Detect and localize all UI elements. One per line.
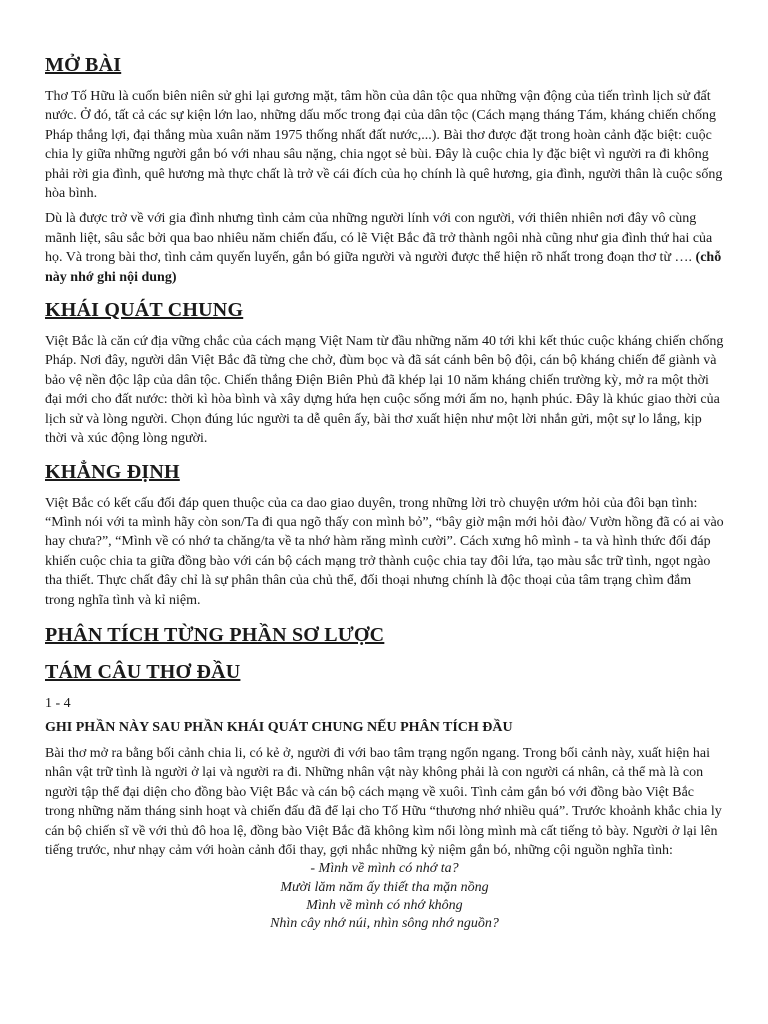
poem-excerpt <box>45 860 724 933</box>
poem-line: Mình về mình có nhớ không <box>306 897 463 913</box>
poem-line: Nhìn cây nhớ núi, nhìn sông nhớ nguồn? <box>270 915 499 931</box>
heading-khai-quat-chung: KHÁI QUÁT CHUNG <box>45 299 244 322</box>
heading-mo-bai: MỞ BÀI <box>45 54 122 76</box>
mo-bai-note: (chỗ này nhớ ghi nội dung) <box>45 250 722 285</box>
khai-quat-paragraph: Việt Bắc là căn cứ địa vững chắc của cách mạng Việt Nam từ đầu những năm 40 tới khi kết thúc cuộc kháng chiến chống Pháp. Nơi đây, người dân Việt Bắc đã từng che chở, đùm bọc và đã sát cánh bên bộ đội, cán bộ kháng chiến để giành và bảo vệ nền độc lập của dân tộc. Chiến thắng Điện Biên Phủ đã khép lại 10 năm kháng chiến trường kỳ, mở ra một thời đại mới cho đất nước: thời kì hòa bình và xây dựng hứa hẹn cuộc sống mới ấm no, hạnh phúc. Đây là khúc giao thời của lịch sử và lòng người. Chọn đúng lúc người ta dễ quên ấy, bài thơ xuất hiện như một lời nhắn gửi, một sự lo lắng, kịp thời và xúc động lòng người. <box>45 334 724 447</box>
heading-tam-cau-tho-dau: TÁM CÂU THƠ ĐẦU <box>45 660 241 683</box>
poem-line: - Mình về mình có nhớ ta? <box>310 861 459 877</box>
tam-cau-paragraph: Bài thơ mở ra bằng bối cảnh chia li, có kẻ ở, người đi với bao tâm trạng ngổn ngang. Trong bối cảnh này, xuất hiện hai nhân vật trữ tình là người ở lại và người ra đi. Những nhân vật này không phải là con người cá nhân, cả thể mà là con người tập thể đại diện cho đồng bào Việt Bắc và cán bộ cách mạng về xuôi. Tình cảm gắn bó với đồng bào Việt Bắc trong những năm tháng sinh hoạt và chiến đấu đã để lại cho Tố Hữu “thương nhớ nhiều quá”. Trước khoảnh khắc chia ly cán bộ chiến sĩ về với thủ đô hoa lệ, đồng bào Việt Bắc đã không kìm nổi lòng mình mà cất tiếng tỏ bày. Người ở lại lên tiếng trước, như nhạy cảm với hoàn cảnh đổi thay, gợi nhắc những kỷ niệm gắn bó, những cội nguồn nghĩa tình: <box>45 745 722 858</box>
mo-bai-paragraph-2-text: Dù là được trở về với gia đình nhưng tình cảm của những người lính với con người, với thiên nhiên nơi đây vô cùng mãnh liệt, sâu sắc bởi qua bao nhiêu năm chiến đấu, có lẽ Việt Bắc đã trở thành ngôi nhà cũng như gia đình thứ hai của họ. Và trong bài thơ, tình cảm quyến luyến, gắn bó giữa người và người được thể hiện rõ nhất trong đoạn thơ từ …. <box>45 211 713 266</box>
khang-dinh-paragraph: Việt Bắc có kết cấu đối đáp quen thuộc của ca dao giao duyên, trong những lời trò chuyện ướm hỏi của đôi bạn tình: “Mình nói với ta mình hãy còn son/Ta đi qua ngõ thấy con mình bỏ”, “bây giờ mận mới hỏi đào/ Vườn hồng đã có ai vào hay chưa?”, “Mình về có nhớ ta chăng/ta về ta nhớ hàm răng mình cười”. Cách xưng hô mình - ta và hình thức đối đáp khiến cuộc chia ta giữa đồng bào với cán bộ cách mạng trở thành cuộc chia tay đôi lứa, tạo màu sắc trữ tình, ngọt ngào tha thiết. Thực chất đây chỉ là sự phân thân của chủ thể, đối thoại nhưng chính là độc thoại của tâm trạng chìm đắm trong nghĩa tình và kỉ niệm. <box>45 495 724 608</box>
mo-bai-paragraph-2 <box>45 209 724 287</box>
verse-range: 1 - 4 <box>45 695 71 711</box>
heading-khang-dinh: KHẲNG ĐỊNH <box>45 460 180 483</box>
heading-phan-tich: PHÂN TÍCH TỪNG PHẦN SƠ LƯỢC <box>45 623 385 646</box>
poem-line: Mười lăm năm ấy thiết tha mặn nồng <box>280 879 489 895</box>
mo-bai-paragraph-1: Thơ Tố Hữu là cuốn biên niên sử ghi lại gương mặt, tâm hồn của dân tộc qua những vận động của tiến trình lịch sử đất nước. Ở đó, tất cả các sự kiện lớn lao, những dấu mốc trong đại của dân tộc (Cách mạng tháng Tám, kháng chiến chống Pháp thắng lợi, đại thắng mùa xuân năm 1975 thống nhất đất nước,...). Bài thơ được đặt trong hoàn cảnh đặc biệt: cuộc chia ly giữa những người gắn bó với nhau sâu nặng, chia ngọt sẻ bùi. Đây là cuộc chia ly đặc biệt vì người ra đi không phải rời gia đình, quê hương mà thực chất là trở về cái đích của họ chính là quê hương, gia đình, người thân là cuộc sống hòa bình. <box>45 89 723 202</box>
instruction-subheading: GHI PHẦN NÀY SAU PHẦN KHÁI QUÁT CHUNG NẾU PHÂN TÍCH ĐẦU <box>45 719 513 735</box>
